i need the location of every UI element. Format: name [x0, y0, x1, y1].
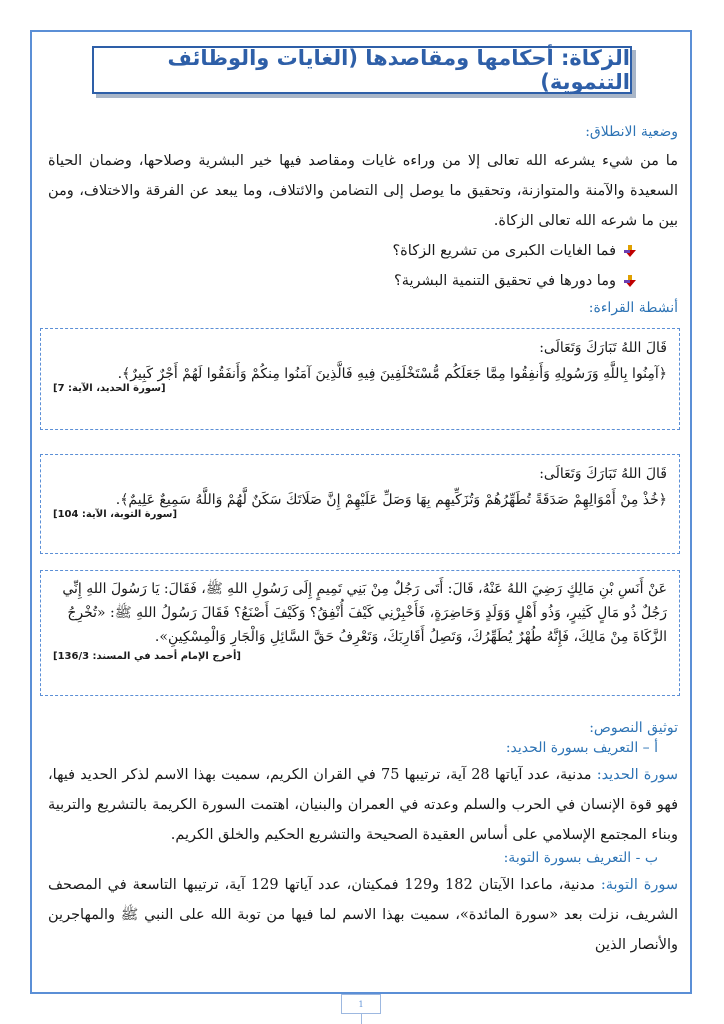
subheading-tawba: ب - التعريف بسورة التوبة:	[503, 850, 658, 866]
tawba-description	[48, 870, 678, 960]
quote-reference: [سورة الحديد، الآية: 7]	[53, 383, 166, 394]
intro-paragraph: ما من شيء يشرعه الله تعالى إلا من وراءه غايات ومقاصد فيها خير البشرية وصلاحها، وضمان الحياة السعيدة والآمنة والمتوازنة، وتحقيق ما يوصل إلى التضامن والائتلاف، وما يبعد عن الفرقة والاختلاف، ومن بين ما شرعه الله تعالى الزكاة.	[48, 153, 678, 229]
documentation-heading: توثيق النصوص:	[589, 720, 678, 736]
hadith-text: عَنْ أَنَسِ بْنِ مَالِكٍ رَضِيَ اللهُ عَنْهُ، قَالَ: أَتَى رَجُلٌ مِنْ بَنِي تَمِيمٍ إِلَى رَسُولِ اللهِ ﷺ، فَقَالَ: يَا رَسُولَ اللهِ إِنِّي رَجُلٌ ذُو مَالٍ كَثِيرٍ، وَذُو أَهْلٍ وَوَلَدٍ وَحَاضِرَةٍ، فَأَخْبِرْنِي كَيْفَ أُنْفِقُ؟ وَكَيْفَ أَصْنَعُ؟ فَقَالَ رَسُولُ اللهِ ﷺ: «تُخْرِجُ الزَّكَاةَ مِنْ مَالِكَ، فَإِنَّهُ طُهْرٌ يُطَهِّرُكَ، وَتَصِلُ أَقَارِبَكَ، وَتَعْرِفُ حَقَّ السَّائِلِ وَالْجَارِ وَالْمِسْكِينِ».	[62, 581, 667, 645]
hadid-text: مدنية، عدد آياتها 28 آية، ترتيبها 75 في القران الكريم، سميت بهذا الاسم لذكر الحديد فيها، فهو قوة الإنسان في الحرب والسلم وعدته في العمران والبنيان، اهتمت السورة الكريمة بالتشريع والتربية وبناء المجتمع الإسلامي على أساس العقيدة الصحيحة والتشريع الحكيم والخلق الكريم.	[48, 767, 678, 843]
page-title: الزكاة: أحكامها ومقاصدها (الغايات والوظائف التنموية)	[92, 46, 632, 94]
documentation-section	[48, 720, 678, 960]
subheading-hadid: أ – التعريف بسورة الحديد:	[505, 740, 658, 756]
page-number-tick	[361, 1014, 362, 1024]
quote-text: ﴿آمِنُوا بِاللَّهِ وَرَسُولِهِ وَأَنفِقُوا مِمَّا جَعَلَكُم مُّسْتَخْلَفِينَ فِيهِ فَالَّذِينَ آمَنُوا مِنكُمْ وَأَنفَقُوا لَهُمْ أَجْرٌ كَبِيرٌ﴾.	[117, 366, 667, 382]
page-number: 1	[341, 994, 381, 1014]
tawba-lead: سورة التوبة:	[600, 877, 679, 893]
quote-text: ﴿خُذْ مِنْ أَمْوَالِهِمْ صَدَقَةً تُطَهِّرُهُمْ وَتُزَكِّيهِم بِهَا وَصَلِّ عَلَيْهِمْ إِنَّ صَلَاتَكَ سَكَنٌ لَّهُمْ وَاللَّهُ سَمِيعٌ عَلِيمٌ﴾.	[115, 492, 667, 508]
intro-section	[48, 124, 678, 296]
reading-box-3	[40, 570, 680, 696]
question-item	[48, 266, 678, 296]
reading-box-1	[40, 328, 680, 430]
quote-intro: قَالَ اللهُ تَبَارَكَ وَتَعَالَى:	[539, 340, 667, 356]
reading-heading: أنشطة القراءة:	[588, 300, 678, 316]
question-item	[48, 236, 678, 266]
intro-heading: وضعية الانطلاق:	[585, 124, 678, 140]
quote-reference: [سورة التوبة، الآية: 104]	[53, 509, 178, 520]
hadid-lead: سورة الحديد:	[596, 767, 678, 783]
arrow-bullet-icon	[624, 275, 636, 287]
arrow-bullet-icon	[624, 245, 636, 257]
hadith-reference: [أخرج الإمام أحمد في المسند: 136/3]	[53, 651, 241, 662]
reading-box-2	[40, 454, 680, 554]
question-text: فما الغايات الكبرى من تشريع الزكاة؟	[392, 243, 616, 259]
question-text: وما دورها في تحقيق التنمية البشرية؟	[394, 273, 616, 289]
tawba-text: مدنية، ماعدا الآيتان 182 و129 فمكيتان، عدد آياتها 129 آية، ترتيبها التاسعة في المصحف الشريف، نزلت بعد «سورة المائدة»، سميت بهذا الاسم لما فيها من توبة الله على النبي ﷺ والمهاجرين والأنصار الذين	[48, 877, 678, 953]
quote-intro: قَالَ اللهُ تَبَارَكَ وَتَعَالَى:	[539, 466, 667, 482]
hadid-description	[48, 760, 678, 850]
